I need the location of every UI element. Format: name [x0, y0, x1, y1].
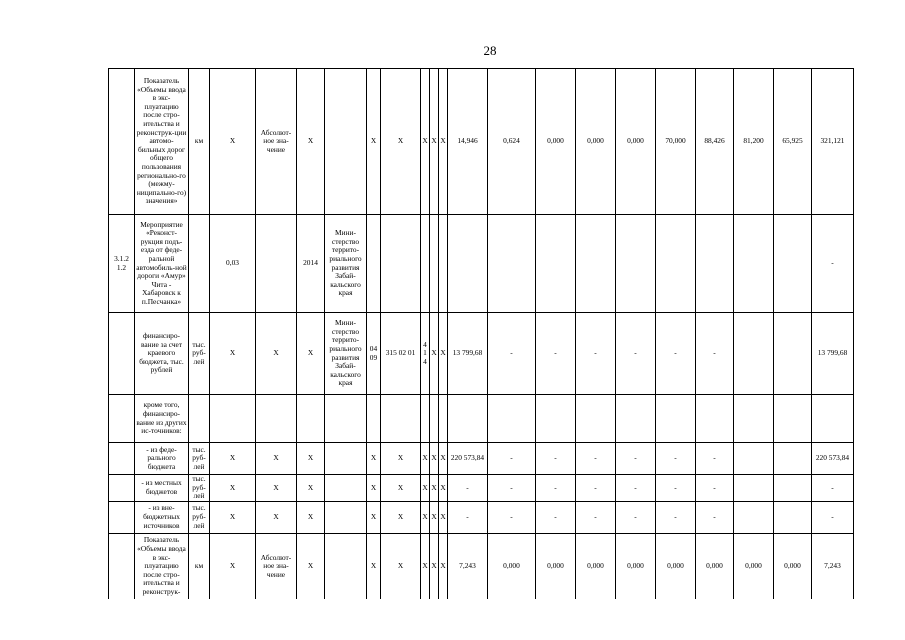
table-cell: -	[576, 313, 616, 395]
table-cell: 220 573,84	[448, 443, 488, 475]
table-cell	[656, 395, 696, 443]
table-cell	[210, 395, 256, 443]
table-cell	[448, 215, 488, 313]
table-cell: - из вне-бюджетных источников	[135, 501, 189, 533]
table-cell: тыс. руб-лей	[189, 475, 210, 502]
table-cell: 88,426	[696, 69, 734, 215]
table-cell	[430, 395, 439, 443]
table-cell: X	[210, 443, 256, 475]
page-number: 28	[483, 43, 497, 58]
table-cell: X	[430, 501, 439, 533]
table-cell	[109, 501, 135, 533]
table-cell: -	[696, 475, 734, 502]
table-cell: 0,624	[488, 69, 536, 215]
table-cell: -	[576, 443, 616, 475]
table-cell: X	[367, 475, 381, 502]
table-cell: 2014	[297, 215, 325, 313]
table-cell: -	[488, 475, 536, 502]
table-cell: Мероприятие «Реконст-рукция подъ-езда от феде-ральной автомобиль-ной дороги «Амур» Чита - Хабаровск к п.Песчанка»	[135, 215, 189, 313]
table-cell: Показатель «Объемы ввода в экс-плуатацию после стро-ительства и реконструк-ции автомо-бильных дорог общего пользования регионально-го (межму-ниципально-го) значения»	[135, 69, 189, 215]
table-cell	[734, 215, 774, 313]
table-cell: 0,000	[616, 69, 656, 215]
table-cell	[734, 395, 774, 443]
table-row	[109, 395, 854, 443]
table-row	[109, 443, 854, 475]
table-cell	[256, 215, 297, 313]
table-cell	[616, 395, 656, 443]
table-cell: 14,946	[448, 69, 488, 215]
table-cell	[297, 395, 325, 443]
table-cell: 13 799,68	[448, 313, 488, 395]
table-cell: X	[381, 501, 421, 533]
table-cell: - из феде-рального бюджета	[135, 443, 189, 475]
table-cell: км	[189, 69, 210, 215]
table-cell: -	[448, 475, 488, 502]
table-cell: 65,925	[774, 69, 812, 215]
table-cell: 7,243	[448, 533, 488, 599]
table-cell: 4 1 4	[421, 313, 430, 395]
table-cell: X	[421, 475, 430, 502]
table-cell: X	[210, 501, 256, 533]
table-cell	[448, 395, 488, 443]
table-cell: X	[297, 501, 325, 533]
table-cell	[576, 215, 616, 313]
table-cell: X	[439, 443, 448, 475]
table-cell: тыс. руб-лей	[189, 313, 210, 395]
table-cell	[576, 395, 616, 443]
table-cell: -	[616, 475, 656, 502]
table-cell	[325, 475, 367, 502]
table-cell: Мини-стерство террито-риального развития Забай-кальского края	[325, 313, 367, 395]
table-cell: 0,000	[576, 533, 616, 599]
table-cell: Абсолют-ное зна-чение	[256, 69, 297, 215]
table-cell	[109, 475, 135, 502]
table-cell: 13 799,68	[812, 313, 854, 395]
table-cell: 0,000	[696, 533, 734, 599]
table-cell: 7,243	[812, 533, 854, 599]
table-cell	[488, 215, 536, 313]
table-cell	[189, 395, 210, 443]
table-cell	[734, 475, 774, 502]
table-cell: -	[656, 475, 696, 502]
table-cell: -	[488, 501, 536, 533]
table-cell	[109, 69, 135, 215]
table-cell: X	[256, 313, 297, 395]
table-cell: X	[439, 69, 448, 215]
program-table	[108, 68, 854, 599]
table-cell	[325, 69, 367, 215]
table-cell: -	[616, 443, 656, 475]
table-cell: X	[210, 69, 256, 215]
table-cell	[367, 215, 381, 313]
table-cell: X	[430, 69, 439, 215]
table-row	[109, 475, 854, 502]
table-cell: X	[256, 443, 297, 475]
table-cell: X	[439, 313, 448, 395]
table-cell: X	[421, 443, 430, 475]
table-cell	[774, 443, 812, 475]
table-cell	[439, 395, 448, 443]
table-cell: X	[367, 533, 381, 599]
table-cell: X	[210, 313, 256, 395]
table-cell: -	[536, 313, 576, 395]
table-cell	[774, 395, 812, 443]
table-cell	[381, 395, 421, 443]
table-cell	[774, 313, 812, 395]
table-cell: -	[488, 443, 536, 475]
table-cell: 04 09	[367, 313, 381, 395]
table-cell	[734, 313, 774, 395]
table-cell: Абсолют-ное зна-чение	[256, 533, 297, 599]
table-cell: X	[430, 533, 439, 599]
table-cell	[774, 475, 812, 502]
table-cell: км	[189, 533, 210, 599]
table-cell: кроме того, финансиро-вание из других ис-точников:	[135, 395, 189, 443]
table-cell	[656, 215, 696, 313]
table-cell: X	[421, 501, 430, 533]
table-cell: -	[576, 475, 616, 502]
table-cell: -	[812, 475, 854, 502]
table-cell: X	[367, 501, 381, 533]
table-cell: X	[297, 443, 325, 475]
table-cell: 321,121	[812, 69, 854, 215]
table-cell: 0,03	[210, 215, 256, 313]
table-cell: X	[256, 501, 297, 533]
table-cell: тыс. руб-лей	[189, 443, 210, 475]
table-cell: X	[381, 443, 421, 475]
table-cell: тыс. руб-лей	[189, 501, 210, 533]
table-cell: 0,000	[576, 69, 616, 215]
table-cell: X	[439, 475, 448, 502]
table-cell: X	[381, 533, 421, 599]
table-cell	[734, 443, 774, 475]
table-cell	[109, 533, 135, 599]
table-cell	[109, 313, 135, 395]
table-cell: 0,000	[616, 533, 656, 599]
table-cell: X	[421, 69, 430, 215]
table-cell: -	[696, 501, 734, 533]
table-cell: -	[488, 313, 536, 395]
table-cell: X	[439, 533, 448, 599]
table-cell: 3.1.2 1.2	[109, 215, 135, 313]
table-cell	[325, 443, 367, 475]
table-cell	[536, 215, 576, 313]
table-cell	[734, 501, 774, 533]
table-cell: -	[536, 501, 576, 533]
table-cell	[774, 501, 812, 533]
table-cell: X	[256, 475, 297, 502]
table-cell: 0,000	[774, 533, 812, 599]
table-cell: X	[367, 69, 381, 215]
table-cell: X	[430, 475, 439, 502]
table-cell: X	[381, 69, 421, 215]
table-cell: Показатель «Объемы ввода в экс-плуатацию после стро-ительства и реконструк-	[135, 533, 189, 599]
table-cell: 0,000	[656, 533, 696, 599]
table-cell: 0,000	[536, 69, 576, 215]
table-cell	[109, 443, 135, 475]
table-cell	[812, 395, 854, 443]
table-cell: - из местных бюджетов	[135, 475, 189, 502]
table-cell: -	[812, 501, 854, 533]
table-cell: X	[297, 475, 325, 502]
table-cell: X	[430, 313, 439, 395]
table-cell	[367, 395, 381, 443]
table-cell: X	[381, 475, 421, 502]
table-cell: 81,200	[734, 69, 774, 215]
table-cell	[696, 215, 734, 313]
table-cell: -	[656, 313, 696, 395]
table-cell: X	[210, 533, 256, 599]
table-cell: -	[656, 443, 696, 475]
table-cell: -	[616, 501, 656, 533]
table-cell: -	[536, 443, 576, 475]
table-cell: X	[421, 533, 430, 599]
table-cell	[774, 215, 812, 313]
table-cell	[325, 501, 367, 533]
table-cell	[109, 395, 135, 443]
table-row	[109, 501, 854, 533]
table-cell	[256, 395, 297, 443]
table-cell	[381, 215, 421, 313]
table-cell	[616, 215, 656, 313]
table-cell	[325, 533, 367, 599]
table-cell	[536, 395, 576, 443]
table-cell	[189, 215, 210, 313]
table-cell: 0,000	[734, 533, 774, 599]
table-cell: -	[576, 501, 616, 533]
table-row	[109, 215, 854, 313]
table-cell	[488, 395, 536, 443]
table-cell: -	[448, 501, 488, 533]
table-cell: X	[297, 69, 325, 215]
table-row	[109, 533, 854, 599]
table-cell	[696, 395, 734, 443]
table-cell: X	[297, 313, 325, 395]
table-cell: 0,000	[488, 533, 536, 599]
table-cell: X	[210, 475, 256, 502]
table-cell	[439, 215, 448, 313]
table-cell	[421, 395, 430, 443]
table-cell: X	[430, 443, 439, 475]
table-cell: 0,000	[536, 533, 576, 599]
table-cell: -	[616, 313, 656, 395]
table-cell: 315 02 01	[381, 313, 421, 395]
table-row	[109, 313, 854, 395]
table-cell: -	[812, 215, 854, 313]
table-cell: X	[367, 443, 381, 475]
table-cell: финансиро-вание за счет краевого бюджета, тыс. рублей	[135, 313, 189, 395]
table-cell: 220 573,84	[812, 443, 854, 475]
table-cell: 70,000	[656, 69, 696, 215]
table-cell: X	[297, 533, 325, 599]
table-cell: -	[656, 501, 696, 533]
table-cell	[325, 395, 367, 443]
table-cell: -	[696, 443, 734, 475]
table-cell: Мини-стерство террито-риального развития Забай-кальского края	[325, 215, 367, 313]
table-row	[109, 69, 854, 215]
table-cell	[430, 215, 439, 313]
table-cell: X	[439, 501, 448, 533]
table-cell: -	[536, 475, 576, 502]
table-cell	[421, 215, 430, 313]
table-cell: -	[696, 313, 734, 395]
